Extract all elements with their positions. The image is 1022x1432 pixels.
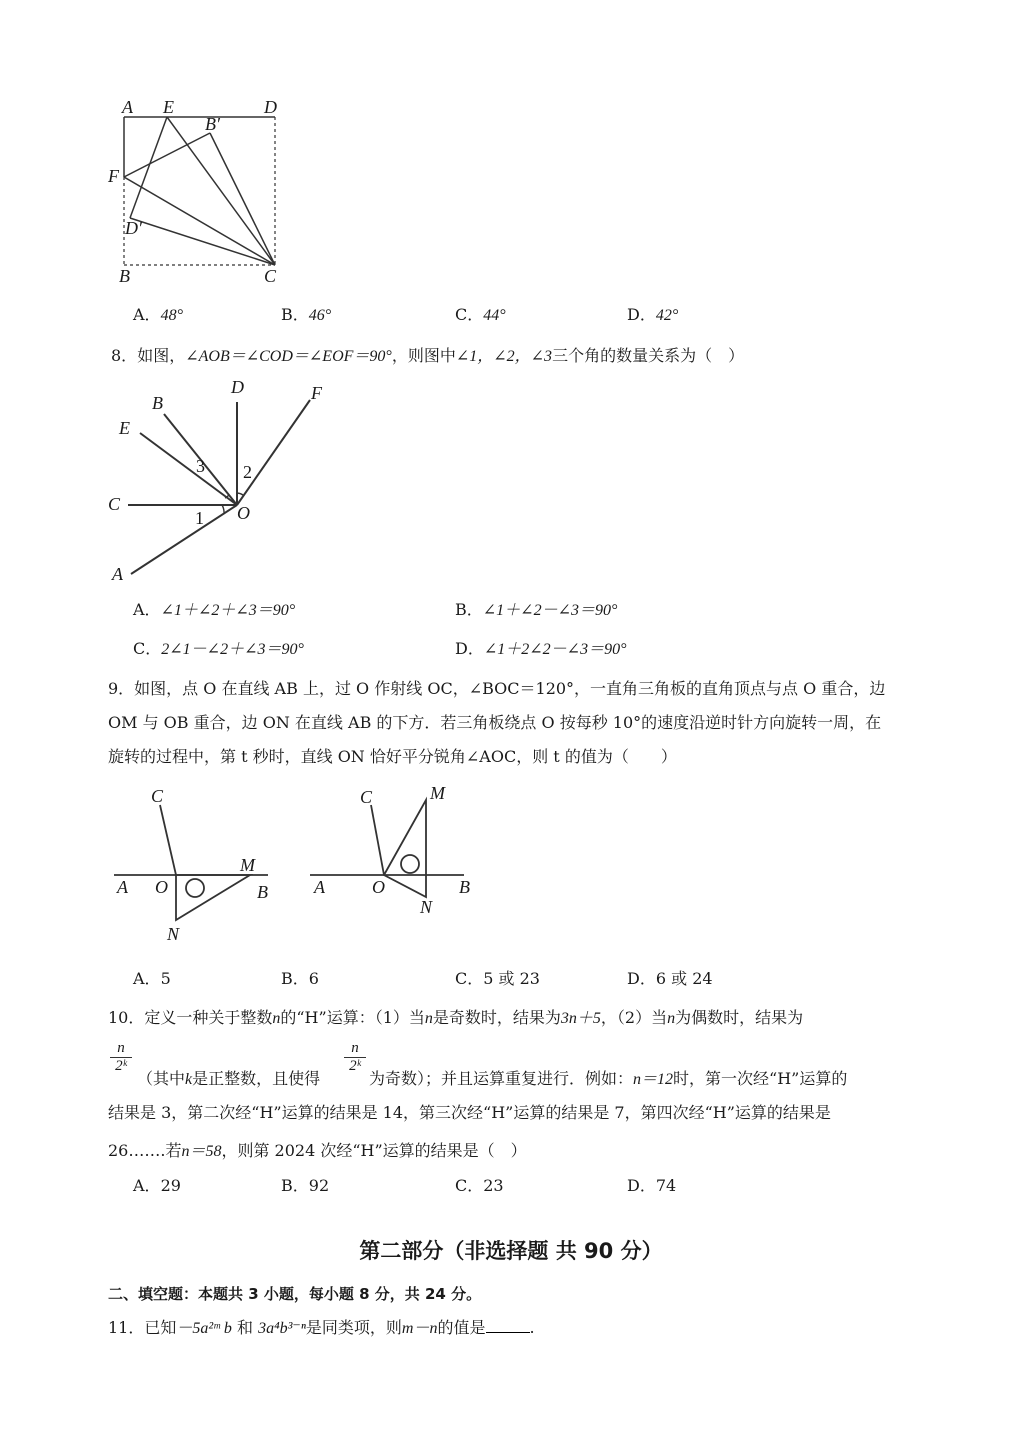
q9-fig1-label-B: B — [257, 882, 268, 902]
q9-fig2-label-N: N — [420, 897, 433, 917]
q8-label-O: O — [237, 503, 250, 523]
q9-fig1-label-N: N — [167, 924, 180, 944]
q8-label-3: 3 — [196, 456, 205, 476]
q9-option-c[interactable]: C．5 或 23 — [455, 969, 540, 988]
q10-line3: 结果是 3，第二次经“H”运算的结果是 14，第三次经“H”运算的结果是 7，第四次经“H”运算的结果是 — [108, 1103, 831, 1122]
q10-line2-b: 为奇数）；并且运算重复进行．例如：n＝12时，第一次经“H”运算的 — [369, 1069, 848, 1088]
q7-option-d[interactable]: D．42° — [627, 305, 679, 324]
q8-label-2: 2 — [243, 462, 252, 482]
q7-label-A: A — [122, 97, 133, 117]
q10-option-b[interactable]: B．92 — [281, 1176, 330, 1195]
q7-label-B-prime: B′ — [205, 114, 220, 134]
q8-option-b[interactable]: B．∠1＋∠2－∠3＝90° — [455, 600, 618, 619]
q7-label-F: F — [108, 166, 119, 186]
q10-option-c[interactable]: C．23 — [455, 1176, 504, 1195]
q7-option-a[interactable]: A．48° — [133, 305, 183, 324]
q10-line2-a: （其中k是正整数，且使得 — [137, 1069, 321, 1088]
q8-stem: 8．如图，∠AOB＝∠COD＝∠EOF＝90°，则图中∠1，∠2，∠3三个角的数量关系为（ ） — [111, 346, 745, 365]
q10-line4: 26…….若n＝58，则第 2024 次经“H”运算的结果是（ ） — [108, 1141, 527, 1160]
q8-label-1: 1 — [195, 508, 204, 528]
q8-option-a[interactable]: A．∠1＋∠2＋∠3＝90° — [133, 600, 296, 619]
q7-option-b[interactable]: B．46° — [281, 305, 332, 324]
q9-option-a[interactable]: A．5 — [133, 969, 171, 988]
q11-answer-blank[interactable] — [486, 1318, 530, 1333]
q9-fig2-label-O: O — [372, 877, 385, 897]
q9-fig2-label-A: A — [314, 877, 325, 897]
q8-label-F: F — [311, 383, 322, 403]
q8-label-A: A — [112, 564, 123, 584]
q9-stem-line2: OM 与 OB 重合，边 ON 在直线 AB 的下方．若三角板绕点 O 按每秒 10°的速度沿逆时针方向旋转一周，在 — [108, 713, 882, 732]
q8-label-D: D — [231, 377, 244, 397]
q9-fig1-label-A: A — [117, 877, 128, 897]
q8-label-E: E — [119, 418, 130, 438]
q7-label-E: E — [163, 97, 174, 117]
q8-label-C: C — [108, 494, 121, 514]
section-fill-in-blank: 二、填空题：本题共 3 小题，每小题 8 分，共 24 分。 — [108, 1285, 482, 1303]
q11-stem: 11．已知－5a²ᵐ b 和 3a⁴b³⁻ⁿ是同类项，则m－n的值是 . — [108, 1318, 535, 1337]
q9-stem-line1: 9．如图，点 O 在直线 AB 上，过 O 作射线 OC，∠BOC＝120°，一直角三角板的直角顶点与点 O 重合，边 — [108, 679, 886, 698]
q7-label-B: B — [119, 266, 130, 286]
q10-fraction-2: n 2ᵏ — [344, 1040, 366, 1075]
q8-option-d[interactable]: D．∠1＋2∠2－∠3＝90° — [455, 639, 627, 658]
part2-title: 第二部分（非选择题 共 90 分） — [359, 1239, 663, 1263]
q7-label-D: D — [264, 97, 277, 117]
q9-fig1-label-M: M — [240, 855, 255, 875]
q9-fig2-label-M: M — [430, 783, 445, 803]
q8-option-c[interactable]: C．2∠1－∠2＋∠3＝90° — [133, 639, 304, 658]
q10-line1: 10．定义一种关于整数n的“H”运算：（1）当n是奇数时，结果为3n＋5，（2）当n为偶数时，结果为 — [108, 1008, 804, 1027]
q7-label-D-prime: D′ — [125, 218, 142, 238]
q7-option-c[interactable]: C．44° — [455, 305, 506, 324]
q7-label-C: C — [264, 266, 277, 286]
q8-label-B: B — [152, 393, 163, 413]
q9-fig2-label-C: C — [360, 787, 373, 807]
q9-stem-line3: 旋转的过程中，第 t 秒时，直线 ON 恰好平分锐角∠AOC，则 t 的值为（ ） — [108, 747, 677, 766]
q10-option-a[interactable]: A．29 — [133, 1176, 181, 1195]
q10-fraction-1: n 2ᵏ — [110, 1040, 132, 1075]
q9-option-d[interactable]: D．6 或 24 — [627, 969, 713, 988]
q9-option-b[interactable]: B．6 — [281, 969, 319, 988]
q9-fig2-label-B: B — [459, 877, 470, 897]
q10-option-d[interactable]: D．74 — [627, 1176, 677, 1195]
q9-fig1-label-C: C — [151, 786, 164, 806]
q9-fig1-label-O: O — [155, 877, 168, 897]
